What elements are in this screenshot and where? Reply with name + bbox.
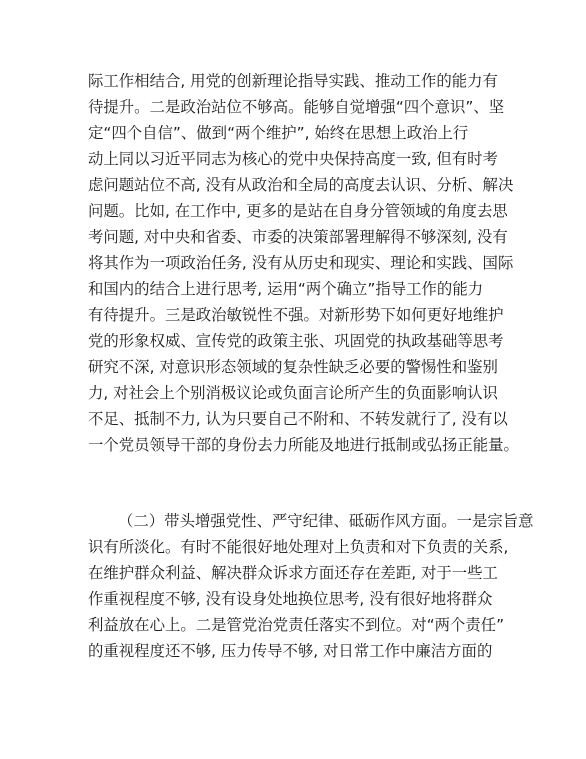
paragraph-line: 识有所淡化。有时不能很好地处理对上负责和对下负责的关系, — [88, 538, 509, 556]
paragraph-line: 研究不深, 对意识形态领域的复杂性缺乏必要的警惕性和鉴别 — [88, 358, 498, 376]
paragraph-line: 考问题, 对中央和省委、市委的决策部署理解得不够深刻, 没有 — [88, 228, 508, 246]
paragraph-line: 党的形象权威、宣传党的政策主张、巩固党的执政基础等思考 — [88, 332, 504, 350]
paragraph-line: 和国内的结合上进行思考, 运用“两个确立”指导工作的能力 — [88, 280, 484, 298]
paragraph-line: 不足、抵制不力, 认为只要自己不附和、不转发就行了, 没有以 — [88, 410, 508, 428]
paragraph-line: 动上同以习近平同志为核心的党中央保持高度一致, 但有时考 — [88, 150, 498, 168]
paragraph-line: 在维护群众利益、解决群众诉求方面还存在差距, 对于一些工 — [88, 564, 498, 582]
paragraph-line: 力, 对社会上个别消极议论或负面言论所产生的负面影响认识 — [88, 384, 498, 402]
paragraph-line: 问题。比如, 在工作中, 更多的是站在自身分管领域的角度去思 — [88, 202, 508, 220]
paragraph-line: 际工作相结合, 用党的创新理论指导实践、推动工作的能力有 — [88, 72, 498, 90]
paragraph-line: 一个党员领导干部的身份去力所能及地进行抵制或弘扬正能量。 — [88, 436, 519, 454]
section-heading-line: （二）带头增强党性、严守纪律、砥砺作风方面。一是宗旨意 — [118, 512, 534, 530]
paragraph-line: 待提升。二是政治站位不够高。能够自觉增强“四个意识”、坚 — [88, 98, 505, 116]
paragraph-line: 的重视程度还不够, 压力传导不够, 对日常工作中廉洁方面的 — [88, 642, 493, 660]
paragraph-line: 定“四个自信”、做到“两个维护”, 始终在思想上政治上行 — [88, 124, 469, 142]
paragraph-line: 利益放在心上。二是管党治党责任落实不到位。对“两个责任” — [88, 616, 505, 634]
paragraph-line: 作重视程度不够, 没有设身处地换位思考, 没有很好地将群众 — [88, 590, 493, 608]
paragraph-line: 将其作为一项政治任务, 没有从历史和现实、理论和实践、国际 — [88, 254, 514, 272]
paragraph-line: 有待提升。三是政治敏锐性不强。对新形势下如何更好地维护 — [88, 306, 504, 324]
paragraph-line: 虑问题站位不高, 没有从政治和全局的高度去认识、分析、解决 — [88, 176, 514, 194]
